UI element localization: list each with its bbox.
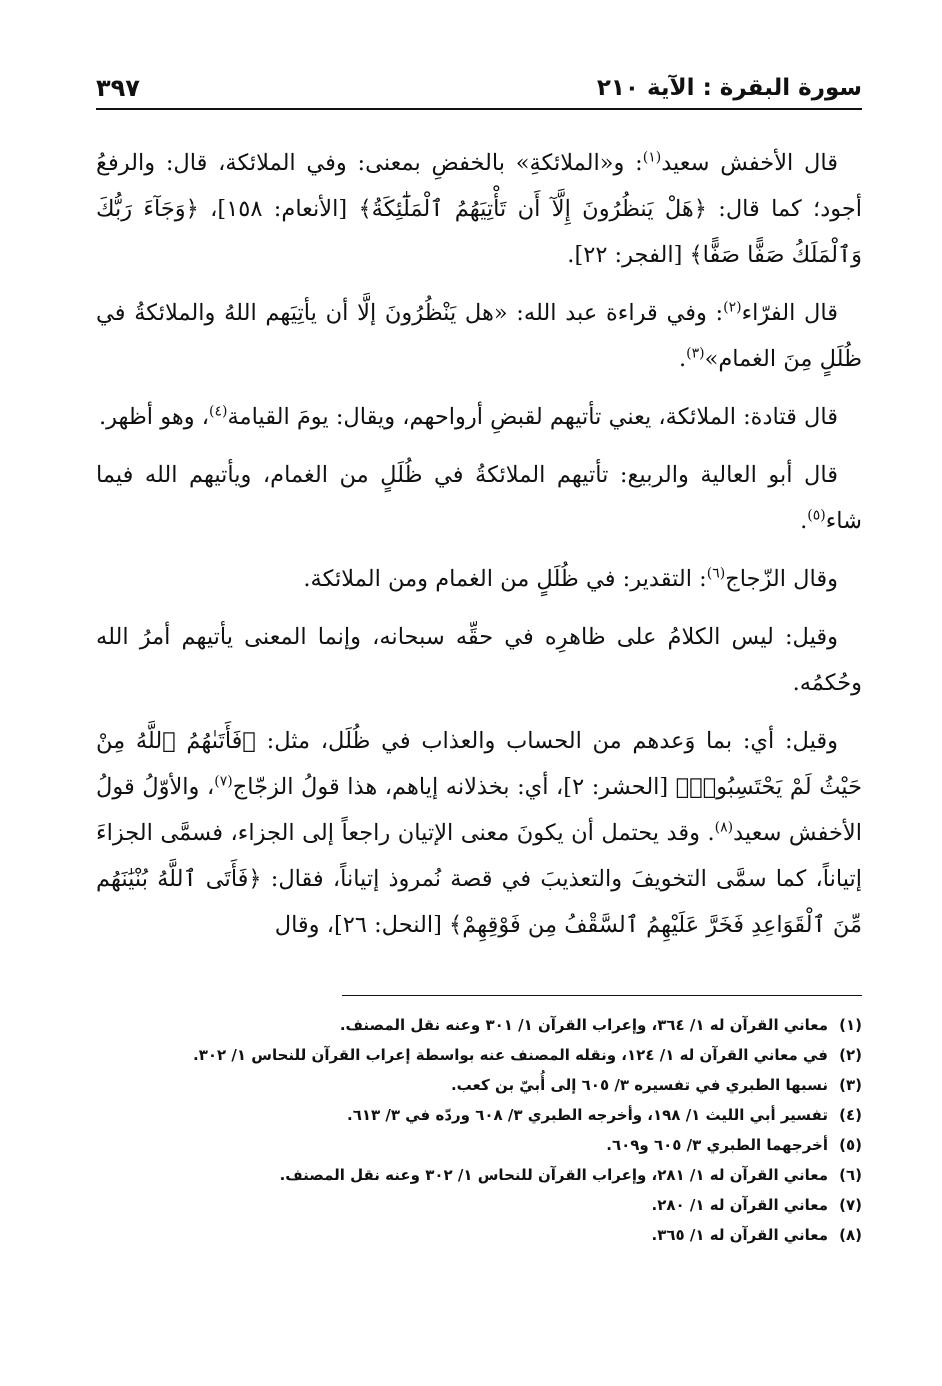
footnote-number: (٥) <box>839 1136 862 1154</box>
page-header <box>96 68 862 110</box>
text-run: قال أبو العالية والربيع: تأتيهم الملائكةُ في ظُلَلٍ من الغمام، ويأتيهم الله فيما شاء <box>96 462 862 534</box>
footnote-text: نسبها الطبري في تفسيره ٣/ ٦٠٥ إلى أُبيّ بن كعب. <box>450 1076 828 1094</box>
paragraph <box>96 290 862 382</box>
main-text <box>96 140 862 960</box>
paragraph <box>96 452 862 544</box>
footnotes-list <box>96 1010 862 1250</box>
footnote-text: في معاني القرآن له ١/ ١٢٤، ونقله المصنف عنه بواسطة إعراب القرآن للنحاس ١/ ٣٠٢. <box>193 1046 828 1064</box>
text-run: قال قتادة: الملائكة، يعني تأتيهم لقبضِ أرواحهم، ويقال: يومَ القيامة <box>227 404 838 430</box>
text-run: . <box>800 508 808 534</box>
footnote-item <box>96 1130 862 1160</box>
footnote-item <box>96 1190 862 1220</box>
footnote-number: (٧) <box>839 1196 862 1214</box>
footnote-number: (٨) <box>839 1226 862 1244</box>
paragraph <box>96 614 862 706</box>
text-run: . <box>678 346 687 372</box>
footnote-number: (٢) <box>839 1046 862 1064</box>
footnote-text: أخرجهما الطبري ٣/ ٦٠٥ و٦٠٩. <box>606 1136 828 1154</box>
footnote-reference: (٦) <box>706 565 726 582</box>
footnote-number: (٤) <box>839 1106 862 1124</box>
footnote-text: معاني القرآن له ١/ ٢٨٠. <box>651 1196 828 1214</box>
page-number: ٣٩٧ <box>96 74 140 102</box>
footnote-text: معاني القرآن له ١/ ٢٨١، وإعراب القرآن للنحاس ١/ ٣٠٢ وعنه نقل المصنف. <box>279 1166 828 1184</box>
footnote-reference: (٣) <box>686 345 705 362</box>
footnote-item <box>96 1010 862 1040</box>
footnote-number: (١) <box>839 1016 862 1034</box>
text-run: قال الفرّاء <box>741 300 838 326</box>
paragraph <box>96 140 862 278</box>
text-run: : وفي قراءة عبد الله: «هل يَنْظُرُونَ إلَّا أن يأتِيَهم اللهُ والملائكةُ في ظُلَلٍ مِنَ الغمام» <box>96 300 862 372</box>
footnote-reference: (٨) <box>714 819 734 836</box>
paragraph <box>96 556 862 602</box>
running-title: سورة البقرة : الآية ٢١٠ <box>596 75 862 101</box>
text-run: . وقد يحتمل أن يكونَ معنى الإتيان راجعاً إلى الجزاء، فسمَّى الجزاءَ إتياناً، كما سمَّى التخويفَ والتعذيبَ في قصة نُمروذ إتياناً، فقال: ﴿فَأَتَى ٱللَّهُ بُنْيَٰنَهُم مِّنَ ٱلْقَوَاعِدِ فَخَرَّ عَلَيْهِمُ ٱلسَّقْفُ مِن فَوْقِهِمْ﴾ [النحل: ٢٦]، وقال <box>96 820 862 938</box>
footnote-item <box>96 1070 862 1100</box>
footnote-text: معاني القرآن له ١/ ٣٦٥. <box>651 1226 828 1244</box>
footnote-divider <box>342 995 862 996</box>
footnote-number: (٦) <box>839 1166 862 1184</box>
footnote-reference: (٥) <box>807 507 826 524</box>
footnote-item <box>96 1220 862 1250</box>
footnote-item <box>96 1100 862 1130</box>
footnote-reference: (٤) <box>208 403 228 420</box>
text-run: وقيل: ليس الكلامُ على ظاهرِه في حقِّه سبحانه، وإنما المعنى يأتيهم أمرُ الله وحُكمُه. <box>96 624 862 696</box>
footnote-text: تفسير أبي الليث ١/ ١٩٨، وأخرجه الطبري ٣/ ٦٠٨ وردّه في ٣/ ٦١٣. <box>346 1106 828 1124</box>
footnote-item <box>96 1040 862 1070</box>
text-run: وقيل: أي: بما وَعدهم من الحساب والعذاب في ظُلَل، مثل: ﴿فَأَتَىٰهُمُ ٱللَّهُ مِنْ حَيْثُ لَمْ يَحْتَسِبُوا۟﴾ [الحشر: ٢]، أي: بخذلانه إياهم، هذا قولُ الزجّاج <box>96 728 862 800</box>
footnote-text: معاني القرآن له ١/ ٣٦٤، وإعراب القرآن ١/ ٣٠١ وعنه نقل المصنف. <box>339 1016 828 1034</box>
footnote-reference: (٢) <box>723 299 742 316</box>
footnote-number: (٣) <box>839 1076 862 1094</box>
text-run: قال الأخفش سعيد <box>661 150 838 176</box>
footnote-item <box>96 1160 862 1190</box>
paragraph <box>96 718 862 948</box>
text-run: ، والأوّلُ قولُ الأخفش سعيد <box>96 774 862 846</box>
text-run: : التقدير: في ظُلَلٍ من الغمام ومن الملائكة. <box>303 566 707 592</box>
text-run: وقال الزّجاج <box>725 566 838 592</box>
text-run: ، وهو أظهر. <box>98 404 209 430</box>
paragraph <box>96 394 862 440</box>
footnote-reference: (١) <box>642 149 662 166</box>
footnote-reference: (٧) <box>214 773 233 790</box>
text-run: : و«الملائكةِ» بالخفضِ بمعنى: وفي الملائكة، قال: والرفعُ أجود؛ كما قال: ﴿هَلْ يَنظُرُونَ إِلَّآ أَن تَأْتِيَهُمُ ٱلْمَلَٰٓئِكَةُ﴾ [الأنعام: ١٥٨]، ﴿وَجَآءَ رَبُّكَ وَٱلْمَلَكُ صَفًّا صَفًّا﴾ [الفجر: ٢٢]. <box>96 150 862 268</box>
